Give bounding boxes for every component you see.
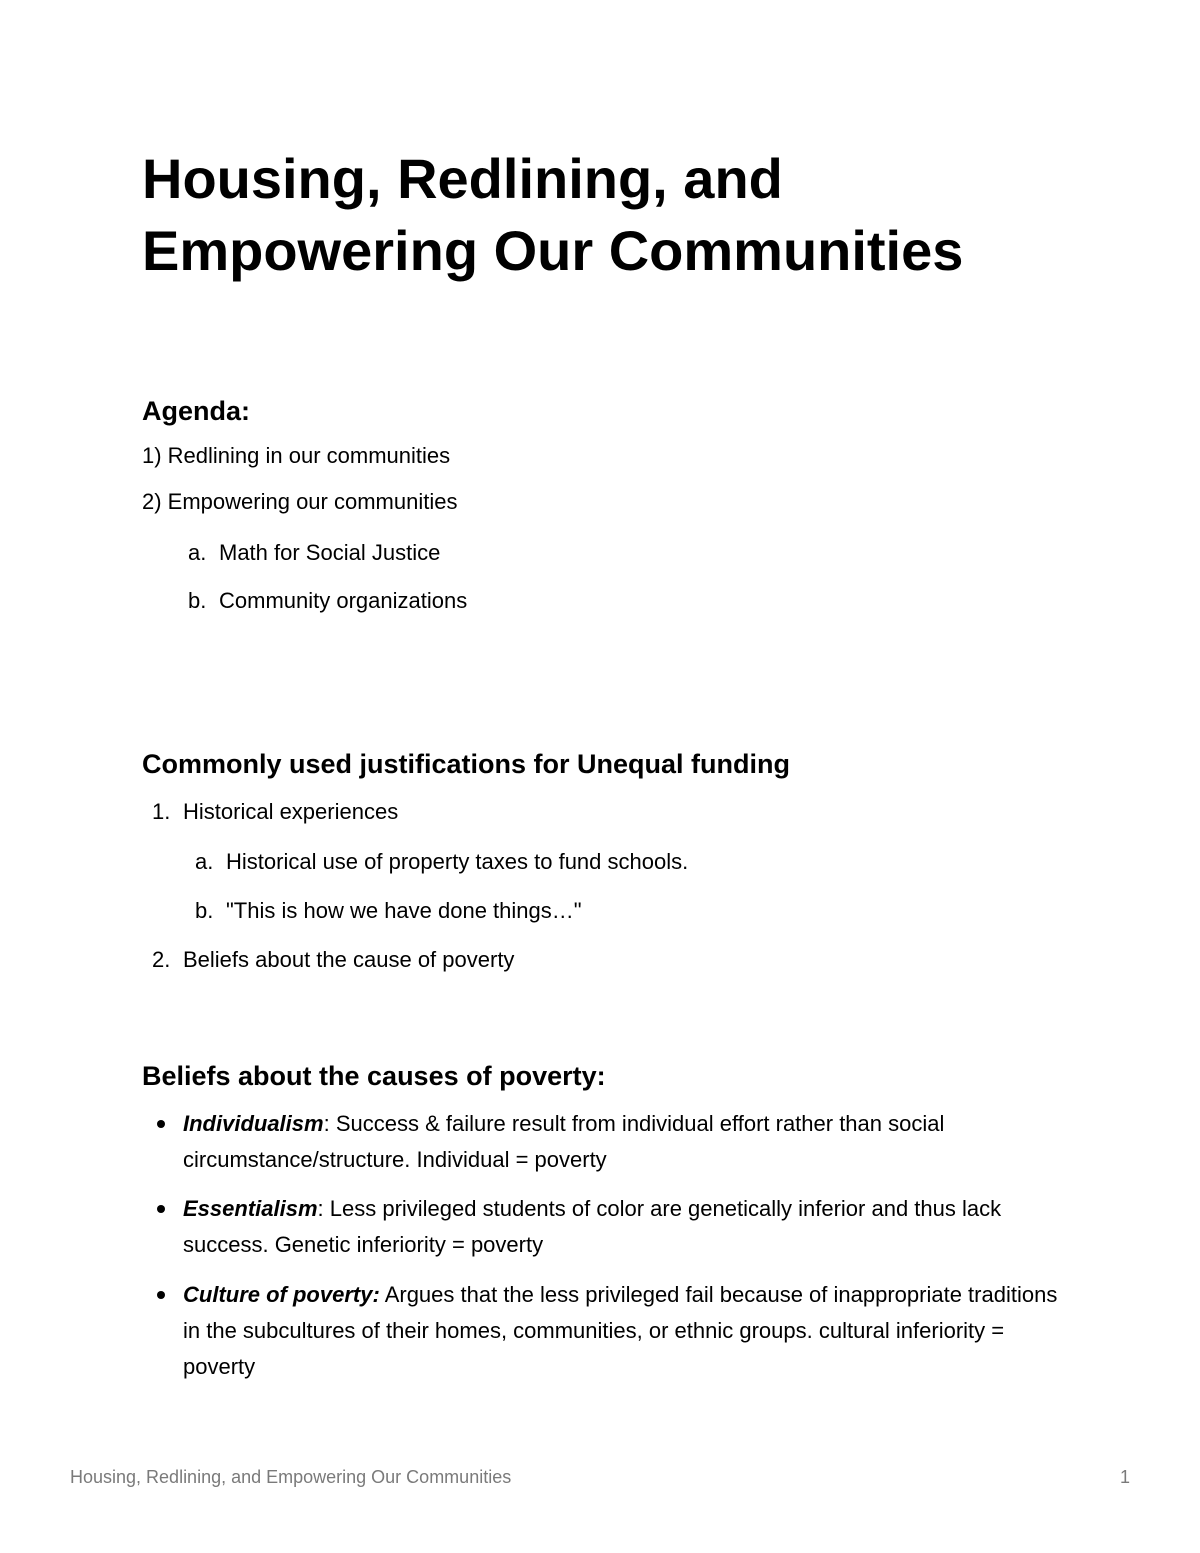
- justifications-heading: Commonly used justifications for Unequal funding: [142, 749, 791, 779]
- belief-term: Individualism: [183, 1111, 324, 1136]
- agenda-heading: Agenda:: [142, 396, 250, 426]
- footer-document-title: Housing, Redlining, and Empowering Our Communities: [70, 1467, 512, 1487]
- belief-separator: :: [317, 1196, 324, 1221]
- belief-term: Culture of poverty:: [183, 1282, 380, 1307]
- justification-subitem-marker: a.: [195, 849, 214, 874]
- belief-term: Essentialism: [183, 1196, 318, 1221]
- justification-subitem: "This is how we have done things…": [226, 898, 582, 923]
- agenda-subitem-marker: a.: [188, 540, 207, 565]
- belief-item: [183, 1106, 1083, 1178]
- agenda-subitem: Math for Social Justice: [219, 540, 441, 565]
- justification-item: Beliefs about the cause of poverty: [183, 947, 515, 972]
- belief-item: [183, 1277, 1063, 1385]
- agenda-item: 1) Redlining in our communities: [142, 443, 451, 468]
- footer-page-number: 1: [1120, 1467, 1131, 1487]
- bullet-dot-icon: [157, 1205, 165, 1213]
- belief-description: Less privileged students of color are genetically inferior and thus lack success. Genetic inferiority = poverty: [183, 1196, 1002, 1257]
- justification-subitem-marker: b.: [195, 898, 214, 923]
- justification-marker: 1.: [152, 799, 171, 824]
- agenda-subitem-marker: b.: [188, 588, 207, 613]
- agenda-subitem: Community organizations: [219, 588, 468, 613]
- belief-description: Argues that the less privileged fail because of inappropriate traditions in the subcultures of their homes, communities, or ethnic groups. cultural inferiority = poverty: [183, 1282, 1058, 1379]
- document-title: Housing, Redlining, and Empowering Our Communities: [142, 147, 964, 282]
- agenda-item: 2) Empowering our communities: [142, 489, 458, 514]
- belief-description: Success & failure result from individual effort rather than social circumstance/structure. Individual = poverty: [183, 1111, 945, 1172]
- bullet-dot-icon: [157, 1120, 165, 1128]
- justification-subitem: Historical use of property taxes to fund schools.: [226, 849, 689, 874]
- bullet-dot-icon: [157, 1291, 165, 1299]
- belief-separator: :: [323, 1111, 330, 1136]
- belief-item: [183, 1191, 1083, 1263]
- justification-item: Historical experiences: [183, 799, 399, 824]
- justification-marker: 2.: [152, 947, 171, 972]
- beliefs-heading: Beliefs about the causes of poverty:: [142, 1061, 606, 1091]
